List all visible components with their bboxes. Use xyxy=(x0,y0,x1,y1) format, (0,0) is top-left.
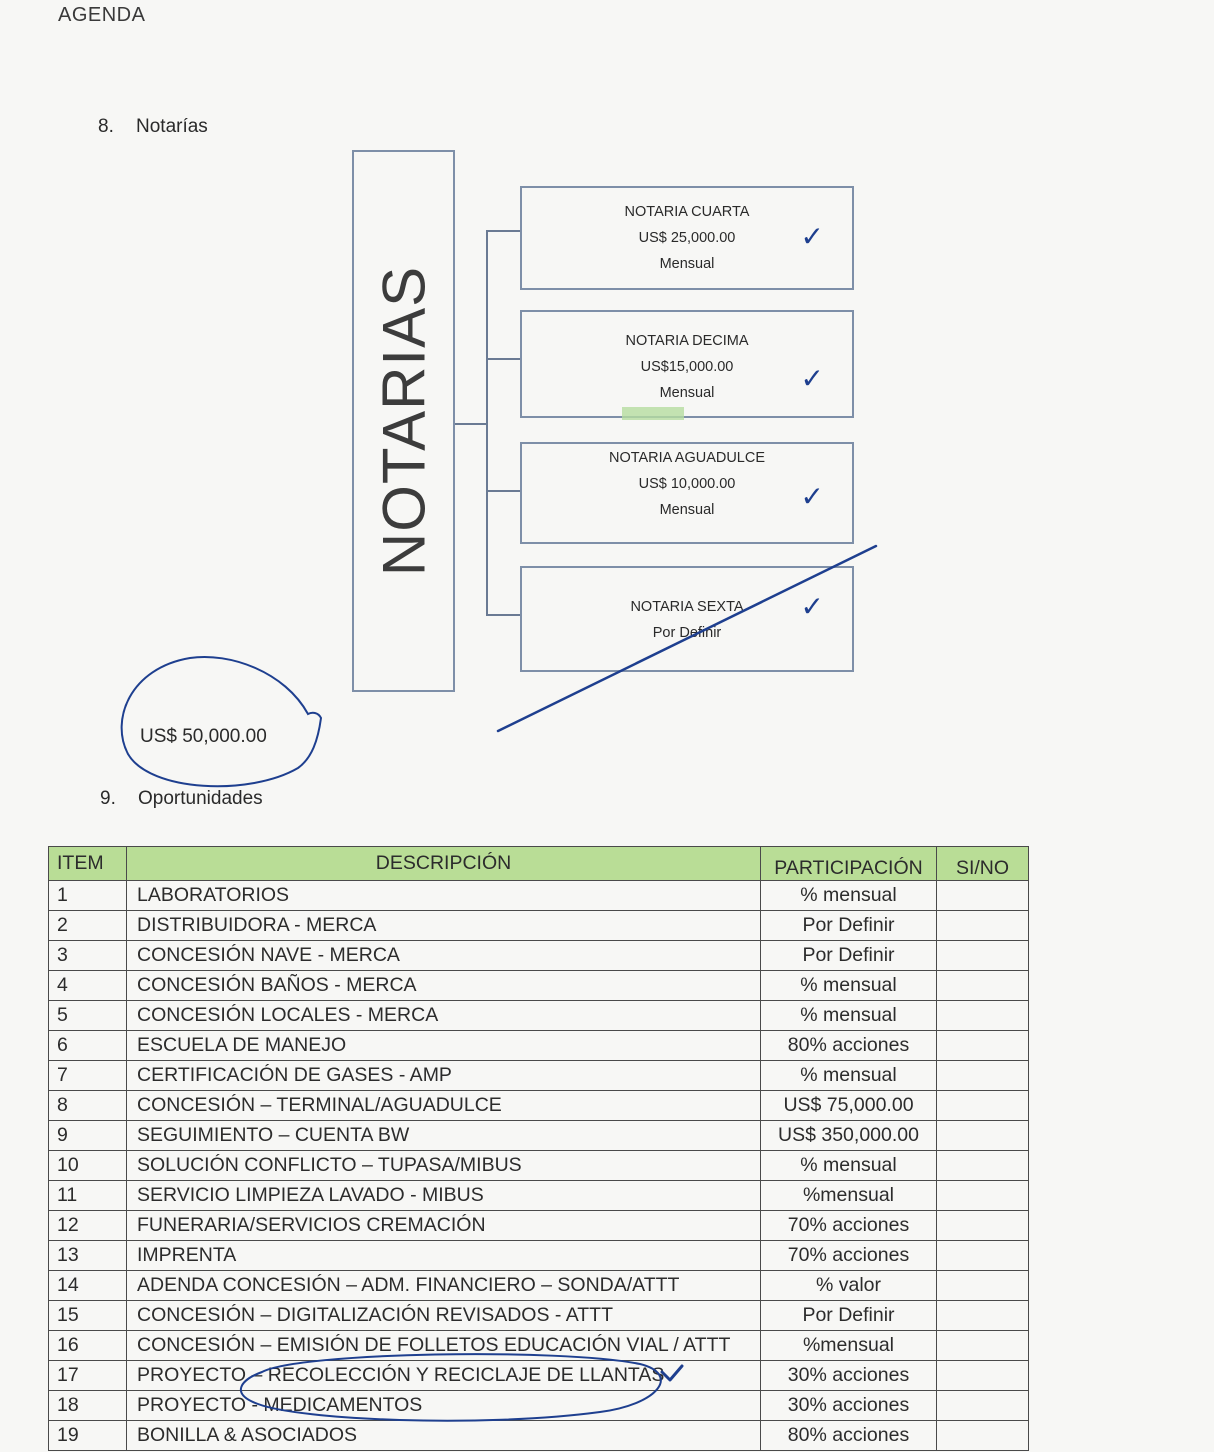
table-row xyxy=(49,1091,1029,1121)
section-number: 9. xyxy=(100,788,116,809)
cell-description: SEGUIMIENTO – CUENTA BW xyxy=(127,1121,761,1151)
table-row xyxy=(49,971,1029,1001)
cell-item: 7 xyxy=(49,1061,127,1091)
cell-si-no xyxy=(937,1181,1029,1211)
cell-item: 16 xyxy=(49,1331,127,1361)
checkmark-icon: ✓ xyxy=(800,221,824,252)
cell-participation: Por Definir xyxy=(761,911,937,941)
notary-period: Mensual xyxy=(659,502,715,518)
cell-si-no xyxy=(937,1001,1029,1031)
highlight-mark xyxy=(622,407,684,420)
table-row xyxy=(49,1031,1029,1061)
cell-item: 17 xyxy=(49,1361,127,1391)
cell-description: LABORATORIOS xyxy=(127,881,761,911)
cell-description: ADENDA CONCESIÓN – ADM. FINANCIERO – SONDA/ATTT xyxy=(127,1271,761,1301)
table-row xyxy=(49,1331,1029,1361)
cell-si-no xyxy=(937,1061,1029,1091)
cell-item: 4 xyxy=(49,971,127,1001)
table-row xyxy=(49,911,1029,941)
cell-item: 15 xyxy=(49,1301,127,1331)
cell-description: CONCESIÓN – DIGITALIZACIÓN REVISADOS - ATTT xyxy=(127,1301,761,1331)
cell-si-no xyxy=(937,941,1029,971)
cell-description: SOLUCIÓN CONFLICTO – TUPASA/MIBUS xyxy=(127,1151,761,1181)
cell-item: 18 xyxy=(49,1391,127,1421)
cell-item: 13 xyxy=(49,1241,127,1271)
notarias-total: US$ 50,000.00 xyxy=(140,726,267,747)
cell-participation: Por Definir xyxy=(761,941,937,971)
connector-branch-1 xyxy=(486,230,520,232)
cell-si-no xyxy=(937,1241,1029,1271)
column-header-si-no: SI/NO xyxy=(937,847,1029,881)
cell-si-no xyxy=(937,1361,1029,1391)
cell-participation: % valor xyxy=(761,1271,937,1301)
connector-trunk xyxy=(455,423,487,425)
cell-description: IMPRENTA xyxy=(127,1241,761,1271)
section-title: Notarías xyxy=(136,116,208,137)
notary-amount: Por Definir xyxy=(652,625,722,641)
table-row xyxy=(49,881,1029,911)
cell-item: 19 xyxy=(49,1421,127,1451)
cell-participation: 70% acciones xyxy=(761,1241,937,1271)
table-row xyxy=(49,1391,1029,1421)
cell-participation: % mensual xyxy=(761,1151,937,1181)
cell-participation: 30% acciones xyxy=(761,1361,937,1391)
cell-si-no xyxy=(937,1271,1029,1301)
notary-name: NOTARIA AGUADULCE xyxy=(608,450,766,466)
connector-branch-4 xyxy=(486,614,520,616)
column-header-item: ITEM xyxy=(49,847,127,881)
table-row xyxy=(49,1271,1029,1301)
cell-item: 3 xyxy=(49,941,127,971)
table-row xyxy=(49,1181,1029,1211)
cell-si-no xyxy=(937,1091,1029,1121)
connector-vertical xyxy=(486,230,488,616)
cell-description: FUNERARIA/SERVICIOS CREMACIÓN xyxy=(127,1211,761,1241)
cell-si-no xyxy=(937,1031,1029,1061)
cell-item: 14 xyxy=(49,1271,127,1301)
cell-participation: US$ 75,000.00 xyxy=(761,1091,937,1121)
table-row xyxy=(49,1001,1029,1031)
cell-participation: 80% acciones xyxy=(761,1421,937,1451)
cell-description: CONCESIÓN BAÑOS - MERCA xyxy=(127,971,761,1001)
cell-si-no xyxy=(937,1301,1029,1331)
cell-description: CONCESIÓN NAVE - MERCA xyxy=(127,941,761,971)
connector-branch-2 xyxy=(486,358,520,360)
column-header-participacion: PARTICIPACIÓN xyxy=(761,847,937,881)
cell-si-no xyxy=(937,1121,1029,1151)
cell-description: CERTIFICACIÓN DE GASES - AMP xyxy=(127,1061,761,1091)
cell-si-no xyxy=(937,1331,1029,1361)
notary-box-sexta xyxy=(520,566,854,672)
document-title: AGENDA xyxy=(58,4,146,26)
cell-description: BONILLA & ASOCIADOS xyxy=(127,1421,761,1451)
cell-si-no xyxy=(937,971,1029,1001)
cell-description: DISTRIBUIDORA - MERCA xyxy=(127,911,761,941)
cell-description: ESCUELA DE MANEJO xyxy=(127,1031,761,1061)
section-number: 8. xyxy=(98,116,114,137)
cell-item: 12 xyxy=(49,1211,127,1241)
cell-si-no xyxy=(937,881,1029,911)
notary-amount: US$15,000.00 xyxy=(640,359,734,375)
notary-amount: US$ 25,000.00 xyxy=(638,230,736,246)
cell-participation: % mensual xyxy=(761,971,937,1001)
cell-participation: % mensual xyxy=(761,881,937,911)
connector-branch-3 xyxy=(486,490,520,492)
cell-description: CONCESIÓN – TERMINAL/AGUADULCE xyxy=(127,1091,761,1121)
cell-description: CONCESIÓN LOCALES - MERCA xyxy=(127,1001,761,1031)
checkmark-icon: ✓ xyxy=(800,481,824,512)
cell-participation: Por Definir xyxy=(761,1301,937,1331)
cell-description: CONCESIÓN – EMISIÓN DE FOLLETOS EDUCACIÓN VIAL / ATTT xyxy=(127,1331,761,1361)
cell-participation: US$ 350,000.00 xyxy=(761,1121,937,1151)
cell-description: PROYECTO - MEDICAMENTOS xyxy=(127,1391,761,1421)
notary-period: Mensual xyxy=(659,256,715,272)
cell-si-no xyxy=(937,1151,1029,1181)
notary-name: NOTARIA DECIMA xyxy=(625,333,749,349)
cell-item: 10 xyxy=(49,1151,127,1181)
notary-box-decima xyxy=(520,310,854,418)
table-row xyxy=(49,1241,1029,1271)
cell-item: 1 xyxy=(49,881,127,911)
cell-si-no xyxy=(937,911,1029,941)
cell-item: 2 xyxy=(49,911,127,941)
cell-participation: 80% acciones xyxy=(761,1031,937,1061)
cell-participation: % mensual xyxy=(761,1001,937,1031)
cell-description: SERVICIO LIMPIEZA LAVADO - MIBUS xyxy=(127,1181,761,1211)
notarias-root-label: NOTARIAS xyxy=(370,265,437,577)
table-row xyxy=(49,1211,1029,1241)
notarias-root-box xyxy=(352,150,455,692)
cell-participation: 30% acciones xyxy=(761,1391,937,1421)
opportunities-table xyxy=(48,846,1029,1451)
table-row xyxy=(49,1121,1029,1151)
cell-item: 5 xyxy=(49,1001,127,1031)
table-row xyxy=(49,941,1029,971)
cell-si-no xyxy=(937,1391,1029,1421)
column-header-descripcion: DESCRIPCIÓN xyxy=(127,847,761,881)
notary-box-aguadulce xyxy=(520,442,854,544)
notary-period: Mensual xyxy=(659,385,715,401)
notary-amount: US$ 10,000.00 xyxy=(638,476,736,492)
notary-box-cuarta xyxy=(520,186,854,290)
table-row xyxy=(49,1361,1029,1391)
section-title: Oportunidades xyxy=(138,788,263,809)
checkmark-icon: ✓ xyxy=(800,363,824,394)
table-row xyxy=(49,1421,1029,1451)
cell-participation: 70% acciones xyxy=(761,1211,937,1241)
table-row xyxy=(49,1151,1029,1181)
cell-item: 9 xyxy=(49,1121,127,1151)
table-row xyxy=(49,1061,1029,1091)
table-row xyxy=(49,1301,1029,1331)
section-heading-notarias xyxy=(98,116,208,138)
checkmark-icon: ✓ xyxy=(800,591,824,622)
cell-participation: % mensual xyxy=(761,1061,937,1091)
notary-name: NOTARIA SEXTA xyxy=(630,599,744,615)
notary-name: NOTARIA CUARTA xyxy=(624,204,750,220)
table-header-row xyxy=(49,847,1029,881)
cell-item: 11 xyxy=(49,1181,127,1211)
section-heading-oportunidades xyxy=(100,788,263,810)
cell-description: PROYECTO – RECOLECCIÓN Y RECICLAJE DE LLANTAS xyxy=(127,1361,761,1391)
cell-item: 6 xyxy=(49,1031,127,1061)
cell-item: 8 xyxy=(49,1091,127,1121)
cell-participation: %mensual xyxy=(761,1181,937,1211)
cell-si-no xyxy=(937,1421,1029,1451)
cell-si-no xyxy=(937,1211,1029,1241)
cell-participation: %mensual xyxy=(761,1331,937,1361)
